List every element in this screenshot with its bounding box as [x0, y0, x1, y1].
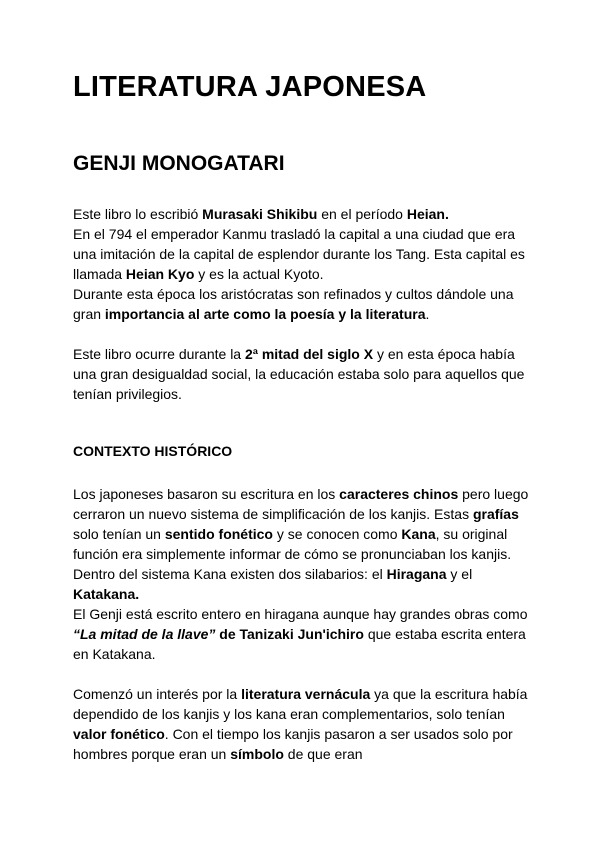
text-run: En el 794 el emperador Kanmu trasladó la capital a una ciudad que era una imitación de la capital de esplendor durante los Tang. Esta capital es llamada: [73, 226, 525, 282]
text-run: . Con el tiempo los kanjis pasaron a ser usados solo por hombres porque eran un: [73, 726, 513, 762]
text-run: que estaba escrita entera en Katakana.: [73, 626, 526, 662]
text-run: de que eran: [283, 746, 363, 762]
text-run: solo tenían un: [73, 526, 165, 542]
paragraph: [73, 684, 533, 764]
text-run: y en esta época había una gran desigualdad social, la educación estaba solo para aquellos que tenían privilegios.: [73, 346, 525, 402]
paragraph: [73, 484, 533, 664]
bold-text-run: grafías: [472, 506, 519, 522]
text-run: .: [425, 306, 430, 322]
text-run: Este libro ocurre durante la: [73, 346, 245, 362]
bold-text-run: de Tanizaki Jun'ichiro: [219, 626, 364, 642]
bold-text-run: literatura vernácula: [241, 686, 371, 702]
document-subtitle: GENJI MONOGATARI: [73, 152, 285, 175]
text-run: ya que la escritura había dependido de los kanjis y los kana eran complementarios, solo tenían: [73, 686, 528, 722]
text-run: y el: [446, 566, 473, 582]
bold-text-run: 2ª mitad del siglo X: [244, 346, 374, 362]
text-run: y es la actual Kyoto.: [194, 266, 324, 282]
text-run: y se conocen como: [272, 526, 402, 542]
bold-text-run: sentido fonético: [164, 526, 273, 542]
text-run: Comenzó un interés por la: [73, 686, 242, 702]
bold-text-run: Kana: [401, 526, 436, 542]
bold-text-run: Hiragana: [386, 566, 447, 582]
text-run: Los japoneses basaron su escritura en los: [73, 486, 340, 502]
bold-text-run: caracteres chinos: [339, 486, 459, 502]
bold-text-run: Murasaki Shikibu: [202, 206, 318, 222]
section-heading: CONTEXTO HISTÓRICO: [73, 443, 233, 459]
text-run: Este libro lo escribió: [73, 206, 203, 222]
paragraph: [73, 344, 533, 404]
bold-text-run: Katakana.: [73, 586, 140, 602]
paragraph: [73, 204, 533, 324]
bold-text-run: importancia al arte como la poesía y la literatura: [104, 306, 426, 322]
bold-text-run: Heian Kyo: [125, 266, 195, 282]
bold-text-run: Heian.: [406, 206, 449, 222]
text-run: El Genji está escrito entero en hiragana aunque hay grandes obras como: [73, 606, 528, 622]
text-run: Durante esta época los aristócratas son refinados y cultos dándole una gran: [73, 286, 514, 322]
bold-text-run: símbolo: [230, 746, 284, 762]
text-run: , su original función era simplemente informar de cómo se pronunciaban los kanjis. Dentro del sistema Kana existen dos silabarios: el: [73, 526, 512, 582]
bold-text-run: “La mitad de la llave”: [73, 626, 216, 642]
text-run: pero luego cerraron un nuevo sistema de simplificación de los kanjis. Estas: [73, 486, 529, 522]
document-title: LITERATURA JAPONESA: [73, 71, 427, 103]
bold-text-run: valor fonético: [73, 726, 165, 742]
text-run: en el período: [317, 206, 407, 222]
